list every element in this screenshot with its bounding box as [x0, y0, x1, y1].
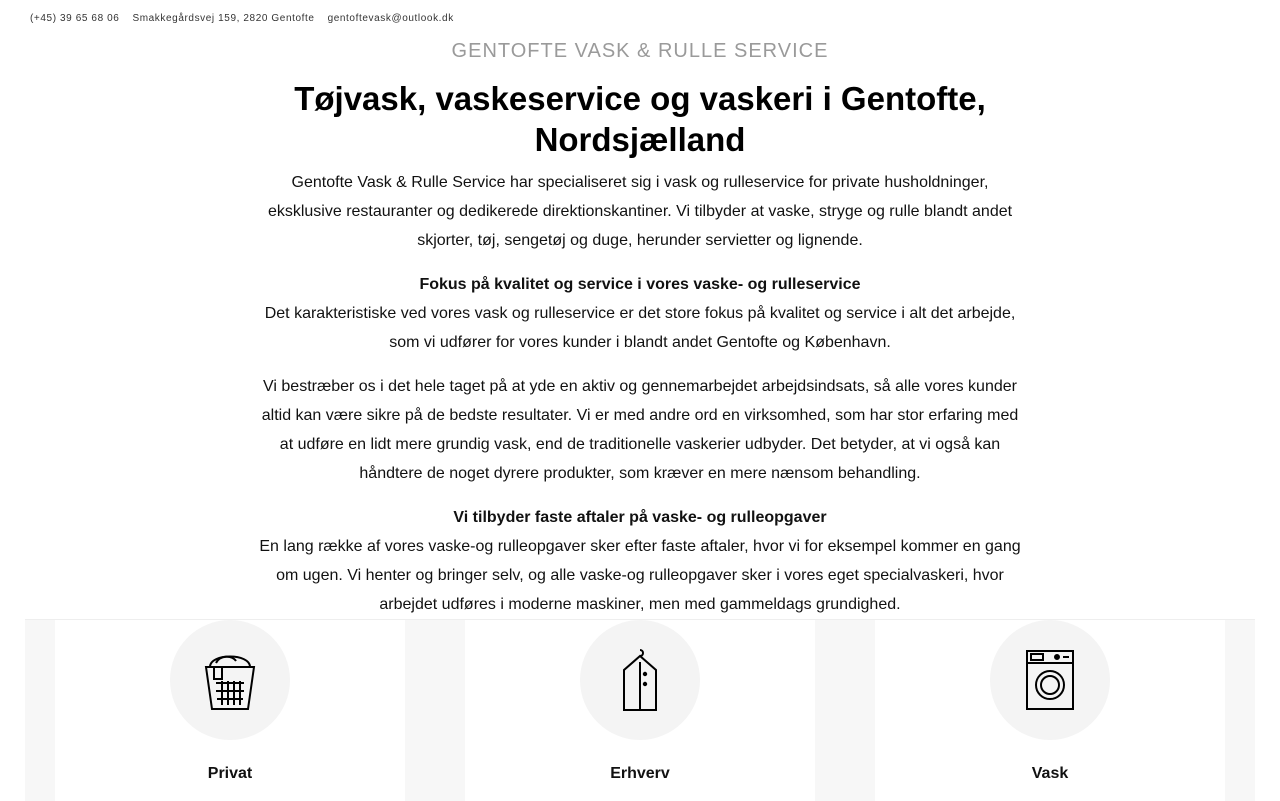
- quality-text: Det karakteristiske ved vores vask og rulleservice er det store fokus på kvalitet og service i alt det arbejde, som vi udfører for vores kunder i blandt andet Gentofte og København.: [264, 305, 1016, 351]
- service-card-erhverv[interactable]: [465, 620, 815, 801]
- email-link[interactable]: gentoftevask@outlook.dk: [327, 13, 454, 24]
- main-content: [255, 168, 1025, 634]
- garment-bag-icon: [620, 648, 660, 712]
- quality-section: [255, 270, 1025, 357]
- effort-paragraph: Vi bestræber os i det hele taget på at yde en aktiv og gennemarbejdet arbejdsindsats, så alle vores kunder altid kan være sikre på de bedste resultater. Vi er med andre ord en virksomhed, som har stor erfaring med at udføre en lidt mere grundig vask, end de traditionelle vaskerier udbyder. Det betyder, at vi også kan håndtere de noget dyrere produkter, som kræver en mere nænsom behandling.: [261, 378, 1019, 482]
- agreements-section: [255, 503, 1025, 619]
- icon-circle: [990, 620, 1110, 740]
- site-logo[interactable]: GENTOFTE VASK & RULLE SERVICE: [451, 40, 829, 62]
- quality-heading: Fokus på kvalitet og service i vores vaske- og rulleservice: [419, 276, 861, 293]
- service-card-label: Vask: [1031, 765, 1069, 782]
- laundry-basket-icon: [202, 649, 258, 711]
- page-title: Tøjvask, vaskeservice og vaskeri i Gentofte, Nordsjælland: [294, 80, 986, 158]
- agreements-heading: Vi tilbyder faste aftaler på vaske- og rulleopgaver: [453, 509, 827, 526]
- service-card-privat[interactable]: [55, 620, 405, 801]
- service-card-vask[interactable]: [875, 620, 1225, 801]
- icon-circle: [580, 620, 700, 740]
- intro-paragraph: Gentofte Vask & Rulle Service har specialiseret sig i vask og rulleservice for private husholdninger, eksklusive restauranter og dedikerede direktionskantiner. Vi tilbyder at vaske, stryge og rulle blandt andet skjorter, tøj, sengetøj og duge, herunder servietter og lignende.: [267, 174, 1013, 249]
- washing-machine-icon: [1025, 649, 1075, 711]
- address-text: Smakkegårdsvej 159, 2820 Gentofte: [132, 13, 315, 24]
- service-card-label: Privat: [207, 765, 253, 782]
- icon-circle: [170, 620, 290, 740]
- agreements-text: En lang række af vores vaske-og rulleopgaver sker efter faste aftaler, hvor vi for eksempel kommer en gang om ugen. Vi henter og bringer selv, og alle vaske-og rulleopgaver sker i vores eget specialvaskeri, hvor arbejdet udføres i moderne maskiner, men med gammeldags grundighed.: [259, 538, 1021, 613]
- services-band: [25, 619, 1255, 801]
- service-card-label: Erhverv: [610, 765, 670, 782]
- contact-bar: [30, 13, 454, 24]
- phone-link[interactable]: (+45) 39 65 68 06: [30, 13, 120, 24]
